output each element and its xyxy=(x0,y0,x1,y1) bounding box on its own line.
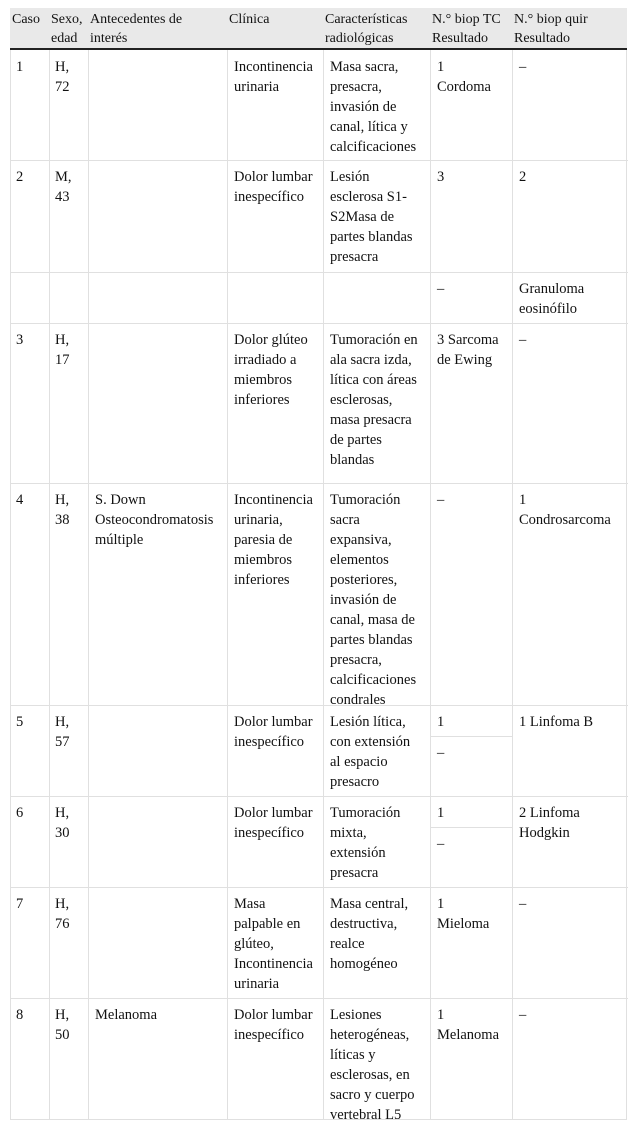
cell-line: sacro y cuerpo xyxy=(330,1087,415,1103)
cell-line: Dolor lumbar xyxy=(234,714,313,730)
cell-radiology xyxy=(330,712,410,792)
cell-line: – xyxy=(519,1007,527,1023)
cell-sex-age xyxy=(55,803,70,843)
header-line: edad xyxy=(51,31,78,46)
cell-line: invasión de xyxy=(330,592,397,608)
cell-case xyxy=(16,167,23,187)
cell-line: calcificaciones xyxy=(330,672,417,688)
cell-line: 72 xyxy=(55,79,70,95)
cell-line: Tumoración en xyxy=(330,332,418,348)
cell-case xyxy=(16,490,23,510)
cell-line: H, xyxy=(55,896,70,912)
cell-ct-biopsy xyxy=(437,490,444,510)
header-line: radiológicas xyxy=(325,31,394,46)
cell-line: 3 xyxy=(16,332,24,348)
cell-clinical xyxy=(234,712,313,752)
cell-surgical-biopsy xyxy=(519,57,526,77)
cell-line: 4 xyxy=(16,492,24,508)
row-divider xyxy=(11,272,628,273)
cell-sex-age xyxy=(55,894,70,934)
cell-line: Dolor lumbar xyxy=(234,169,313,185)
cell-line: 1 xyxy=(437,59,445,75)
cell-line: canal, masa de xyxy=(330,612,415,628)
cell-line: 57 xyxy=(55,734,70,750)
cell-line: presacra xyxy=(330,249,379,265)
cell-line: Masa central, xyxy=(330,896,409,912)
cell-ct-biopsy xyxy=(437,330,499,370)
cell-line: inferiores xyxy=(234,572,290,588)
row-divider xyxy=(11,483,628,484)
cell-line: 50 xyxy=(55,1027,70,1043)
cell-line: 1 xyxy=(16,59,24,75)
cell-radiology xyxy=(330,1005,415,1125)
cell-line: 3 Sarcoma xyxy=(437,332,499,348)
cell-line: – xyxy=(437,836,445,852)
cell-sex-age xyxy=(55,167,72,207)
cell-line: 6 xyxy=(16,805,24,821)
cell-surgical-biopsy xyxy=(519,167,526,187)
cell-line: sacra xyxy=(330,512,360,528)
cell-radiology xyxy=(330,490,416,710)
column-divider xyxy=(227,50,228,1120)
cell-clinical xyxy=(234,490,313,590)
cell-clinical xyxy=(234,330,308,410)
cell-sex-age xyxy=(55,57,70,97)
header-line: interés xyxy=(90,31,128,46)
column-divider xyxy=(323,50,324,1120)
header-ct-biopsy xyxy=(430,10,501,48)
cell-line: inespecífico xyxy=(234,1027,305,1043)
cell-line: urinaria, xyxy=(234,512,283,528)
cell-line: 1 xyxy=(519,492,527,508)
cell-line: inferiores xyxy=(234,392,290,408)
cell-surgical-biopsy xyxy=(519,330,526,350)
header-line: N.° biop TC xyxy=(432,12,501,27)
cell-line: 43 xyxy=(55,189,70,205)
cell-line: Incontinencia xyxy=(234,956,313,972)
cell-line: Granuloma xyxy=(519,281,585,297)
cell-line: 1 Linfoma B xyxy=(519,714,594,730)
cell-line: – xyxy=(519,896,527,912)
cell-line: H, xyxy=(55,1007,70,1023)
cell-surgical-biopsy xyxy=(519,490,611,530)
cell-line: Mieloma xyxy=(437,916,490,932)
cell-line: – xyxy=(437,281,445,297)
header-radiology xyxy=(323,10,407,48)
cell-line: Hodgkin xyxy=(519,825,570,841)
row-divider xyxy=(11,160,628,161)
cell-radiology xyxy=(330,894,408,974)
cell-line: presacra, xyxy=(330,79,382,95)
cell-line: 1 xyxy=(437,896,445,912)
cell-surgical-biopsy xyxy=(519,1005,526,1025)
header-clinical xyxy=(227,10,269,29)
cell-line: inespecífico xyxy=(234,734,305,750)
cell-line: 1 xyxy=(437,805,445,821)
cell-line: de Ewing xyxy=(437,352,493,368)
cell-history xyxy=(95,490,213,550)
cell-surgical-biopsy xyxy=(519,279,584,319)
cell-ct-biopsy xyxy=(437,279,444,299)
cell-line: Masa sacra, xyxy=(330,59,399,75)
header-surgical-biopsy xyxy=(512,10,588,48)
cell-line: 5 xyxy=(16,714,24,730)
cell-ct-biopsy-sub xyxy=(437,743,444,763)
cell-radiology xyxy=(330,330,418,470)
cell-line: Dolor lumbar xyxy=(234,805,313,821)
cell-line: miembros xyxy=(234,372,292,388)
cell-line: esclerosas, xyxy=(330,392,393,408)
cell-sex-age xyxy=(55,1005,70,1045)
cell-line: vertebral L5 xyxy=(330,1107,402,1123)
cell-ct-biopsy-sub xyxy=(437,834,444,854)
header-line: Antecedentes de xyxy=(90,12,183,27)
cell-line: 8 xyxy=(16,1007,24,1023)
cell-line: paresia de xyxy=(234,532,293,548)
cell-line: 38 xyxy=(55,512,70,528)
cell-line: palpable en xyxy=(234,916,301,932)
cell-line: – xyxy=(437,745,445,761)
cell-line: inespecífico xyxy=(234,825,305,841)
cell-line: esclerosas, en xyxy=(330,1067,410,1083)
cell-line: heterogéneas, xyxy=(330,1027,410,1043)
cell-line: irradiado a xyxy=(234,352,297,368)
cell-surgical-biopsy xyxy=(519,894,526,914)
column-divider xyxy=(49,50,50,1120)
cell-radiology xyxy=(330,167,413,267)
cell-line: H, xyxy=(55,805,70,821)
cell-line: Lesión lítica, xyxy=(330,714,406,730)
cell-line: lítica con áreas xyxy=(330,372,417,388)
cell-line: expansiva, xyxy=(330,532,392,548)
cell-line: presacro xyxy=(330,774,380,790)
cell-line: Tumoración xyxy=(330,805,401,821)
cell-line: múltiple xyxy=(95,532,144,548)
cell-line: 30 xyxy=(55,825,70,841)
cell-line: Tumoración xyxy=(330,492,401,508)
cell-line: condrales xyxy=(330,692,386,708)
cell-line: inespecífico xyxy=(234,189,305,205)
cell-line: de partes xyxy=(330,432,382,448)
cell-line: urinaria xyxy=(234,79,280,95)
cell-radiology xyxy=(330,803,400,883)
cell-line: partes blandas xyxy=(330,229,413,245)
cell-line: posteriores, xyxy=(330,572,398,588)
cell-case xyxy=(16,894,23,914)
cell-ct-biopsy xyxy=(437,803,444,823)
table-body xyxy=(10,50,627,1123)
cell-history xyxy=(95,1005,157,1025)
cell-line: elementos xyxy=(330,552,389,568)
cell-line: Cordoma xyxy=(437,79,491,95)
header-line: Sexo, xyxy=(51,12,83,27)
column-divider xyxy=(88,50,89,1120)
cell-line: – xyxy=(519,332,527,348)
cell-case xyxy=(16,330,23,350)
cell-line: – xyxy=(519,59,527,75)
cell-line: 3 xyxy=(437,169,445,185)
header-sex-age xyxy=(49,10,83,48)
cell-line: canal, lítica y xyxy=(330,119,408,135)
cell-line: mixta, xyxy=(330,825,367,841)
cell-case xyxy=(16,1005,23,1025)
header-line: Resultado xyxy=(514,31,570,46)
cell-line: 17 xyxy=(55,352,70,368)
header-line: Caso xyxy=(12,12,40,27)
cell-line: H, xyxy=(55,714,70,730)
cell-line: urinaria xyxy=(234,976,280,992)
cell-sex-age xyxy=(55,330,70,370)
cell-line: miembros xyxy=(234,552,292,568)
row-divider xyxy=(11,887,628,888)
header-history xyxy=(88,10,182,48)
cell-line: ala sacra izda, xyxy=(330,352,412,368)
cell-ct-biopsy xyxy=(437,57,491,97)
cell-line: masa presacra xyxy=(330,412,412,428)
cell-line: presacra, xyxy=(330,652,382,668)
cell-line: presacra xyxy=(330,865,379,881)
table-header xyxy=(10,8,627,48)
row-divider xyxy=(11,796,628,797)
cell-line: al espacio xyxy=(330,754,388,770)
column-divider xyxy=(430,50,431,1120)
cell-surgical-biopsy xyxy=(519,803,580,843)
cell-clinical xyxy=(234,1005,313,1045)
cell-line: Melanoma xyxy=(95,1007,158,1023)
cell-clinical xyxy=(234,803,313,843)
row-divider xyxy=(11,998,628,999)
header-line: Clínica xyxy=(229,12,270,27)
cell-sex-age xyxy=(55,490,70,530)
cell-line: Condrosarcoma xyxy=(519,512,611,528)
cell-line: blandas xyxy=(330,452,375,468)
cell-line: Melanoma xyxy=(437,1027,500,1043)
cell-sex-age xyxy=(55,712,70,752)
cell-line: Osteocondromatosis xyxy=(95,512,214,528)
cell-line: 1 xyxy=(437,714,445,730)
row-divider xyxy=(11,705,628,706)
cell-ct-biopsy xyxy=(437,894,489,934)
cell-case xyxy=(16,57,23,77)
cell-line: esclerosa S1- xyxy=(330,189,407,205)
cell-line: realce xyxy=(330,936,365,952)
cell-line: partes blandas xyxy=(330,632,413,648)
cell-ct-biopsy xyxy=(437,167,444,187)
cell-line: 2 xyxy=(519,169,527,185)
cell-line: 1 xyxy=(437,1007,445,1023)
cell-line: con extensión xyxy=(330,734,411,750)
cell-ct-biopsy xyxy=(437,1005,499,1045)
cell-line: extensión xyxy=(330,845,386,861)
header-line: Características xyxy=(325,12,408,27)
cell-line: 2 Linfoma xyxy=(519,805,580,821)
cell-line: 76 xyxy=(55,916,70,932)
cell-line: invasión de xyxy=(330,99,397,115)
cell-line: H, xyxy=(55,332,70,348)
cell-line: líticas y xyxy=(330,1047,376,1063)
cell-line: Dolor glúteo xyxy=(234,332,308,348)
cell-line: destructiva, xyxy=(330,916,398,932)
cell-clinical xyxy=(234,57,313,97)
cell-clinical xyxy=(234,167,313,207)
cell-line: S2Masa de xyxy=(330,209,395,225)
header-line: N.° biop quir xyxy=(514,12,588,27)
cell-surgical-biopsy xyxy=(519,712,593,732)
cell-case xyxy=(16,803,23,823)
cell-line: glúteo, xyxy=(234,936,274,952)
cell-line: H, xyxy=(55,492,70,508)
cell-line: Lesiones xyxy=(330,1007,382,1023)
header-case xyxy=(10,10,40,29)
cell-clinical xyxy=(234,894,313,994)
cell-line: homogéneo xyxy=(330,956,398,972)
cell-line: Dolor lumbar xyxy=(234,1007,313,1023)
cell-radiology xyxy=(330,57,416,157)
subrow-divider xyxy=(431,827,512,828)
cell-line: 7 xyxy=(16,896,24,912)
cell-line: H, xyxy=(55,59,70,75)
subrow-divider xyxy=(431,736,512,737)
cell-case xyxy=(16,712,23,732)
cell-line: Lesión xyxy=(330,169,370,185)
cell-line: 2 xyxy=(16,169,24,185)
header-line: Resultado xyxy=(432,31,488,46)
cell-line: S. Down xyxy=(95,492,146,508)
cell-line: calcificaciones xyxy=(330,139,417,155)
row-divider xyxy=(11,323,628,324)
cell-ct-biopsy xyxy=(437,712,444,732)
cell-line: Incontinencia xyxy=(234,492,313,508)
cell-line: – xyxy=(437,492,445,508)
cell-line: Masa xyxy=(234,896,266,912)
column-divider xyxy=(512,50,513,1120)
cell-line: M, xyxy=(55,169,72,185)
cell-line: Incontinencia xyxy=(234,59,313,75)
cell-line: eosinófilo xyxy=(519,301,577,317)
